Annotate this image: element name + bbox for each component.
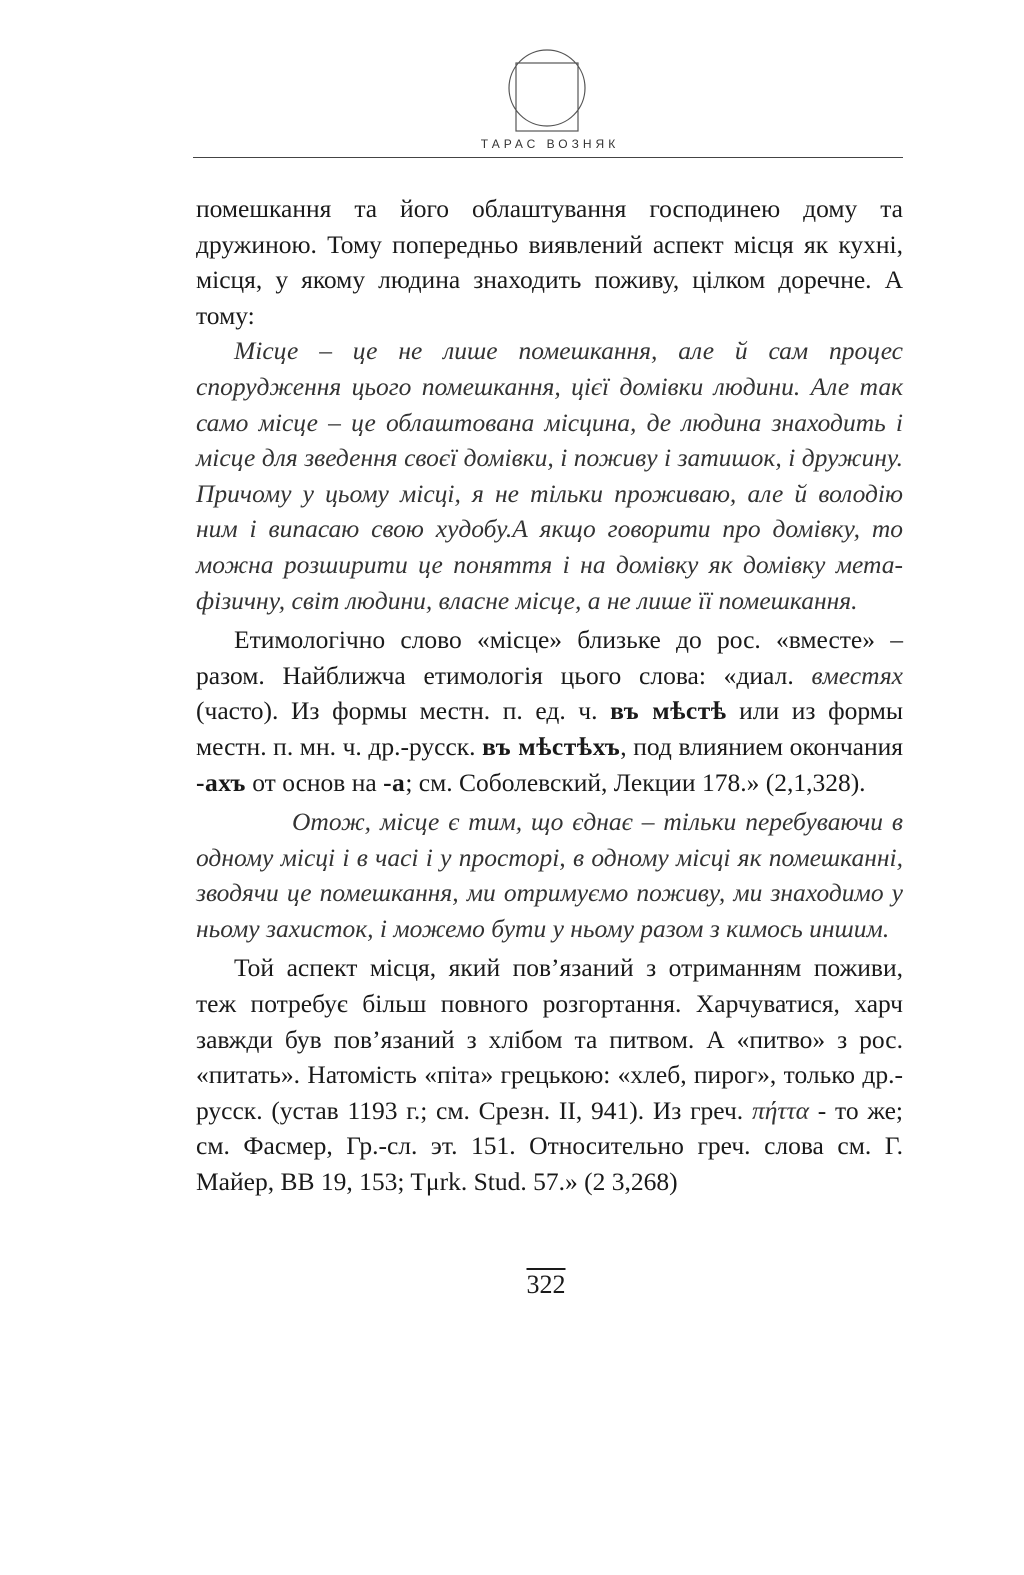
- etymology-text-c: или из формы местн. п. мн. ч. др.-русск.: [196, 696, 903, 761]
- old-slavonic-stem: -а: [383, 767, 406, 797]
- old-slavonic-form-1: въ мѣстѣ: [610, 696, 727, 726]
- italic-quote-2: Отож, місце є тим, що єднає – тільки перебуваючи в одному місці і в часі і у просторі, в одному місці як помешканні, зводячи це помешкання, ми отримуємо поживу, ми знаходимо у ньому захисток, і можемо бути у ньому разом з кимось иншим.: [196, 807, 903, 943]
- etymology-text-d: , под влиянием окончания: [620, 731, 904, 761]
- old-slavonic-form-2: въ мѣстѣхъ: [482, 731, 621, 761]
- etymology-text-a: Етимологічно слово «місце» близьке до рос. «вместе» – разом. Найближча етимологія цього слова: «диал.: [196, 625, 903, 690]
- italic-quote-1: Місце – це не лише помешкання, але й сам процес спорудження цього помешкання, цієї домівки людини. Але так само місце – це облаштована місцина, де людина знаходить і місце для зведення своєї домівки, і поживу і затишок, і дружину. Причому у цьому місці, я не тільки проживаю, але й володію ним і випасаю свою худобу.А якщо говорити про домівку, то можна розширити це поняття і на домівку як домівку метафізичну, світ людини, власне місце, а не лише її помешкання.: [196, 336, 903, 615]
- greek-word: πήττα: [751, 1095, 810, 1125]
- etymology-text-e: от основ на: [245, 767, 384, 797]
- paragraph-nourishment: [196, 950, 903, 1199]
- paragraph-continuation: помешкання та його облаштування господинею дому та дружиною. Тому попередньо виявлений аспект місця як кухні, місця, у якому людина знаходить поживу, цілком доречне. А тому:: [196, 194, 903, 330]
- old-slavonic-ending: -ахъ: [196, 767, 246, 797]
- page-number: 322: [526, 1270, 566, 1299]
- header-divider: [193, 157, 903, 158]
- nourishment-text-a: Той аспект місця, який пов’язаний з отриманням поживи, теж потребує більш повного розгортання. Харчуватися, харч завжди був пов’язаний з хлібом та питвом. А «питво» з рос. «питать». Натомість «піта» грецькою: «хлеб, пирог», только др.-русск. (устав 1193 г.; см. Срезн. II, 941). Из греч.: [196, 953, 903, 1125]
- page-body: [196, 191, 903, 1200]
- circle-square-logo-icon: [506, 46, 588, 134]
- running-header-author: ТАРАС ВОЗНЯК: [480, 137, 620, 151]
- paragraph-etymology: [196, 622, 903, 800]
- nourishment-text-b: - то же; см. Фасмер, Гр.-сл. эт. 151. Относительно греч. слова см. Г. Майер, BB 19, 153; Tμrk. Stud. 57.» (2 3,268): [196, 1095, 904, 1197]
- etymology-text-b: (часто). Из формы местн. п. ед. ч.: [196, 696, 611, 726]
- etymology-italic-word: вместях: [811, 660, 903, 690]
- etymology-text-f: ; см. Соболевский, Лекции 178.» (2,1,328).: [405, 767, 866, 797]
